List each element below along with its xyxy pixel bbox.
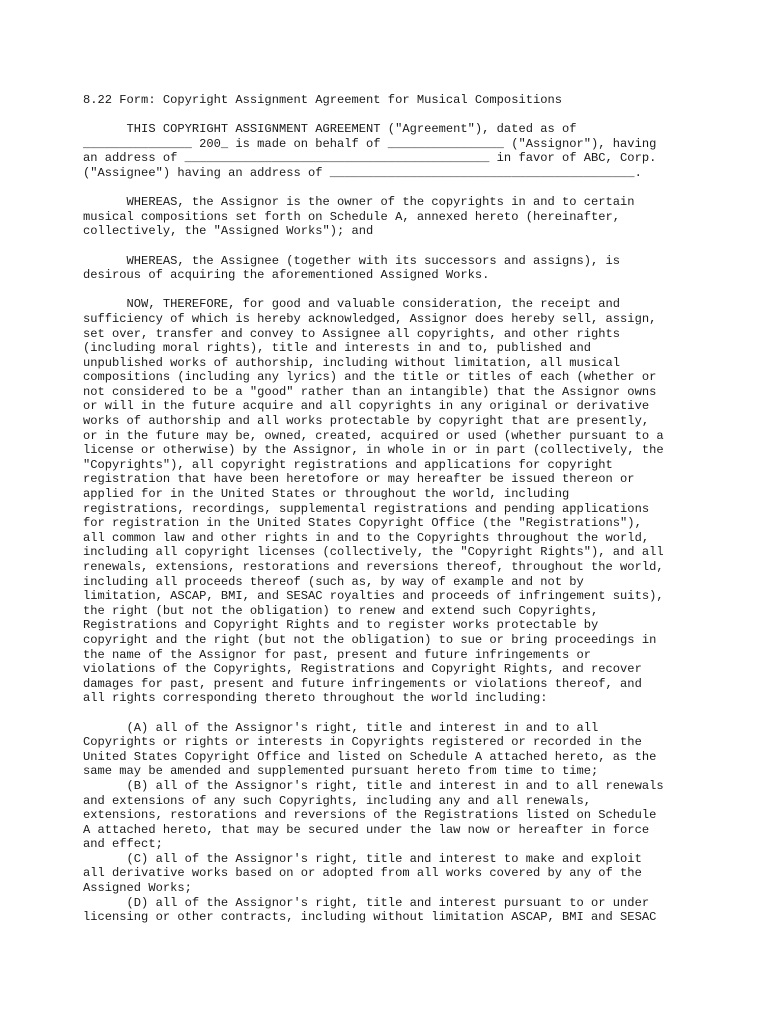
paragraph-line: desirous of acquiring the aforementioned Assigned Works. (83, 268, 490, 283)
clause-line: Copyrights or rights or interests in Copyrights registered or recorded in the (83, 735, 642, 750)
paragraph-line: the name of the Assignor for past, present and future infringements or (83, 647, 592, 662)
paragraph-line: or will in the future acquire and all copyrights in any original or derivative (83, 399, 650, 414)
paragraph-line: violations of the Copyrights, Registrations and Copyright Rights, and recover (83, 662, 642, 677)
now-therefore-paragraph (83, 297, 703, 706)
clause-line: licensing or other contracts, including without limitation ASCAP, BMI and SESAC (83, 910, 657, 925)
paragraph-line: "Copyrights"), all copyright registrations and applications for copyright (83, 457, 613, 472)
paragraph-line: compositions (including any lyrics) and the title or titles of each (whether or (83, 370, 657, 385)
paragraph-line: all rights corresponding thereto throughout the world including: (83, 691, 548, 706)
clause-line: A attached hereto, that may be secured under the law now or hereafter in force (83, 822, 650, 837)
paragraph-line: renewals, extensions, restorations and reversions thereof, throughout the world, (83, 560, 664, 574)
clause-line: (B) all of the Assignor's right, title and interest in and to all renewals (83, 778, 664, 793)
blank-line (83, 283, 703, 298)
paragraph-line: limitation, ASCAP, BMI, and SESAC royalties and proceeds of infringement suits), (83, 589, 664, 604)
paragraph-line: _______________ 200_ is made on behalf of ________________ ("Assignor"), having (83, 136, 657, 151)
paragraph-line: damages for past, present and future infringements or violations thereof, and (83, 676, 642, 691)
paragraph-line: WHEREAS, the Assignee (together with its successors and assigns), is (83, 253, 621, 268)
paragraph-line: an address of __________________________________________ in favor of ABC, Corp. (83, 151, 657, 166)
blank-line (83, 706, 703, 721)
paragraph-line: (including moral rights), title and interests in and to, published and (83, 341, 592, 356)
paragraph-line: registration that have been heretofore or may hereafter be issued thereon or (83, 472, 635, 487)
paragraph-line: license or otherwise) by the Assignor, in whole in or in part (collectively, the (83, 443, 664, 458)
clause-line: all derivative works based on or adopted from all works covered by any of the (83, 866, 642, 881)
paragraph-line: registrations, recordings, supplemental registrations and pending applications (83, 501, 650, 516)
clauses-list (83, 721, 703, 925)
paragraph-line: all common law and other rights in and to the Copyrights throughout the world, (83, 530, 650, 545)
paragraph-line: musical compositions set forth on Schedule A, annexed hereto (hereinafter, (83, 209, 621, 224)
paragraph-line: including all copyright licenses (collectively, the "Copyright Rights"), and all (83, 545, 664, 560)
paragraph-line: WHEREAS, the Assignor is the owner of the copyrights in and to certain (83, 195, 635, 210)
clause-line: and extensions of any such Copyrights, including any and all renewals, (83, 793, 592, 808)
whereas-paragraph-1 (83, 195, 703, 239)
clause-line: United States Copyright Office and listed on Schedule A attached hereto, as the (83, 749, 657, 764)
paragraph-line: unpublished works of authorship, including without limitation, all musical (83, 355, 621, 370)
clause-line: (C) all of the Assignor's right, title and interest to make and exploit (83, 851, 642, 866)
paragraph-line: including all proceeds thereof (such as, by way of example and not by (83, 574, 584, 589)
whereas-paragraph-2 (83, 254, 703, 283)
paragraph-line: copyright and the right (but not the obligation) to sue or bring proceedings in (83, 632, 657, 647)
paragraph-line: Registrations and Copyright Rights and to register works protectable by (83, 618, 599, 633)
clause-line: extensions, restorations and reversions of the Registrations listed on Schedule (83, 808, 657, 823)
paragraph-line: the right (but not the obligation) to renew and extend such Copyrights, (83, 603, 599, 618)
blank-line (83, 108, 703, 123)
paragraph-line: ("Assignee") having an address of __________________________________________. (83, 165, 642, 180)
paragraph-line: THIS COPYRIGHT ASSIGNMENT AGREEMENT ("Agreement"), dated as of (83, 122, 577, 137)
clause-line: Assigned Works; (83, 881, 192, 896)
paragraph-line: not considered to be a "good" rather than an intangible) that the Assignor owns (83, 384, 657, 399)
paragraph-line: applied for in the United States or throughout the world, including (83, 487, 570, 502)
clause-line: (D) all of the Assignor's right, title and interest pursuant to or under (83, 895, 650, 910)
intro-paragraph (83, 122, 703, 180)
paragraph-line: works of authorship and all works protectable by copyright that are presently, (83, 414, 650, 429)
document-title: 8.22 Form: Copyright Assignment Agreement for Musical Compositions (83, 93, 562, 107)
document-body (83, 93, 703, 925)
blank-line (83, 181, 703, 196)
paragraph-line: for registration in the United States Copyright Office (the "Registrations"), (83, 516, 642, 531)
clause-line: same may be amended and supplemented pursuant hereto from time to time; (83, 764, 599, 779)
paragraph-line: or in the future may be, owned, created, acquired or used (whether pursuant to a (83, 428, 664, 443)
paragraph-line: collectively, the "Assigned Works"); and (83, 224, 374, 239)
paragraph-line: set over, transfer and convey to Assignee all copyrights, and other rights (83, 326, 621, 341)
paragraph-line: sufficiency of which is hereby acknowledged, Assignor does hereby sell, assign, (83, 311, 657, 326)
clause-line: (A) all of the Assignor's right, title and interest in and to all (83, 720, 599, 735)
clause-line: and effect; (83, 837, 163, 852)
paragraph-line: NOW, THEREFORE, for good and valuable consideration, the receipt and (83, 297, 621, 312)
blank-line (83, 239, 703, 254)
